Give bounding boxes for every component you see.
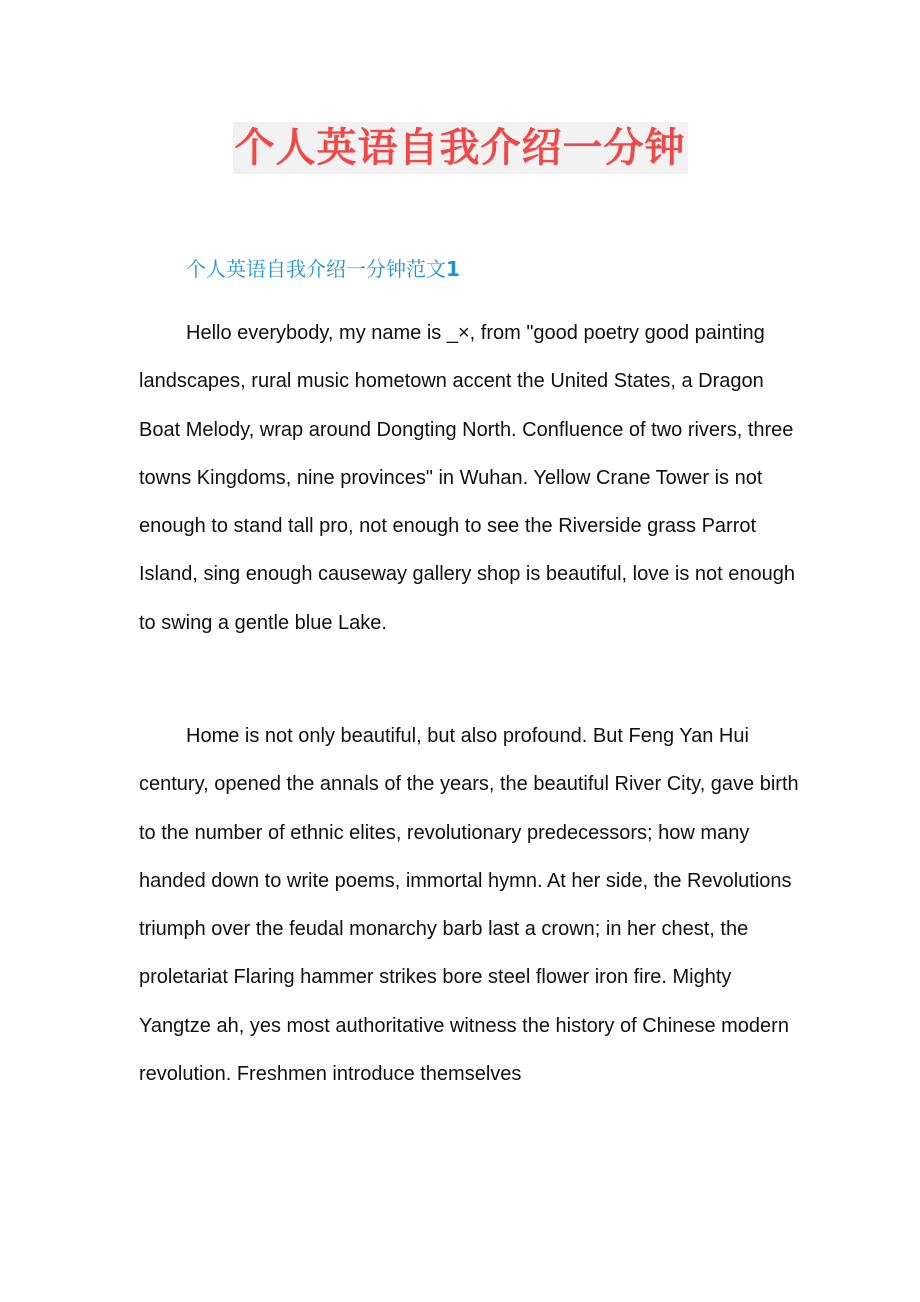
section-heading — [186, 254, 460, 284]
paragraph-1: Hello everybody, my name is _×, from "good poetry good painting landscapes, rural music hometown accent the United States, a Dragon Boat Melody, wrap around Dongting North. Confluence of two rivers, three towns Kingdoms, nine provinces" in Wuhan. Yellow Crane Tower is not enough to stand tall pro, not enough to see the Riverside grass Parrot Island, sing enough causeway gallery shop is beautiful, love is not enough to swing a gentle blue Lake. — [139, 322, 795, 634]
document-title: 个人英语自我介绍一分钟 — [233, 122, 688, 174]
section-heading-number: 1 — [446, 257, 460, 281]
section-heading-text: 个人英语自我介绍一分钟范文 — [186, 257, 446, 281]
title-container — [0, 122, 920, 174]
paragraph-2: Home is not only beautiful, but also profound. But Feng Yan Hui century, opened the annals of the years, the beautiful River City, gave birth to the number of ethnic elites, revolutionary predecessors; how many handed down to write poems, immortal hymn. At her side, the Revolutions triumph over the feudal monarchy barb last a crown; in her chest, the proletariat Flaring hammer strikes bore steel flower iron fire. Mighty Yangtze ah, yes most authoritative witness the history of Chinese modern revolution. Freshmen introduce themselves — [139, 725, 799, 1086]
